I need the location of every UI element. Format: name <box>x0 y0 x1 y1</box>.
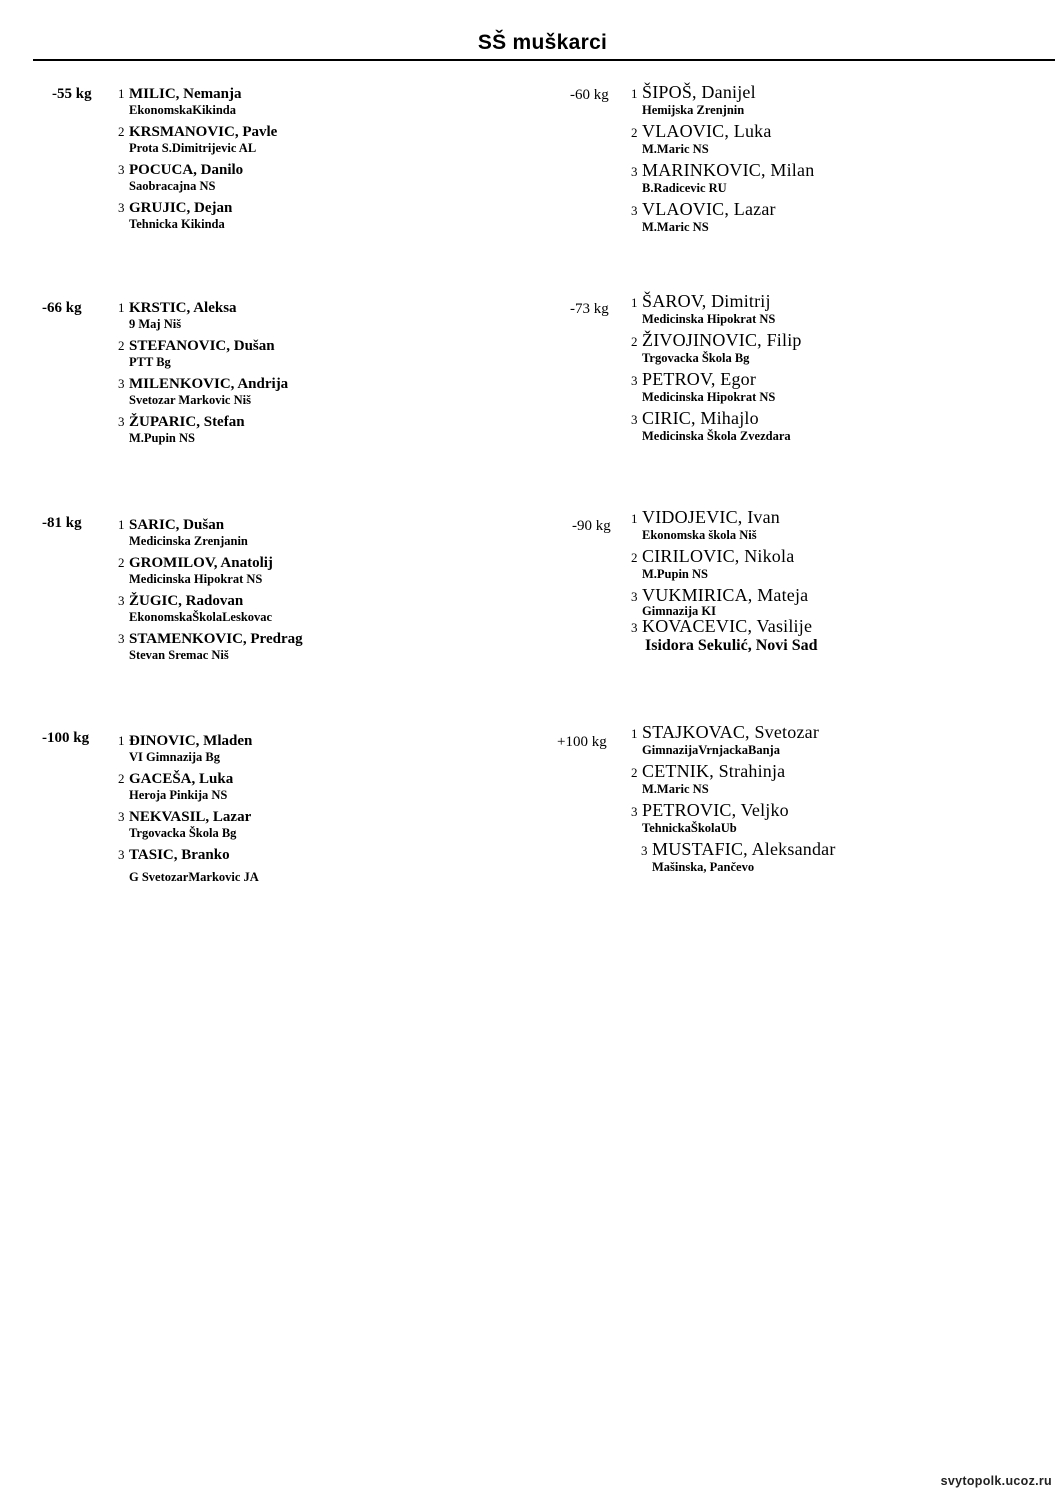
place: 1 <box>631 86 638 101</box>
place: 2 <box>631 125 638 140</box>
result-entry <box>118 413 288 446</box>
club: M.Pupin NS <box>642 567 708 581</box>
athlete-name: STEFANOVIC, Dušan <box>129 338 275 354</box>
weight-label: -73 kg <box>570 301 609 317</box>
athlete-name: ŽUGIC, Radovan <box>129 593 244 609</box>
club: Medicinska Zrenjanin <box>129 534 248 548</box>
place: 3 <box>118 847 125 862</box>
athlete-name: ŽIVOJINOVIC, Filip <box>642 330 802 350</box>
title-rule <box>33 59 1055 61</box>
result-entry <box>118 161 277 194</box>
weight-label: +100 kg <box>557 734 607 750</box>
result-entry <box>118 123 277 156</box>
place: 2 <box>631 765 638 780</box>
result-entry <box>118 846 259 885</box>
club: Medicinska Hipokrat NS <box>642 390 776 404</box>
result-entry <box>118 375 288 408</box>
result-entry <box>631 409 802 444</box>
result-entry <box>118 199 277 232</box>
club: EkonomskaKikinda <box>129 103 236 117</box>
athlete-name: POCUCA, Danilo <box>129 162 244 178</box>
athlete-name: GACEŠA, Luka <box>129 771 234 787</box>
place: 3 <box>118 376 125 391</box>
club: PTT Bg <box>129 355 171 369</box>
place: 1 <box>118 517 125 532</box>
place: 3 <box>631 589 638 604</box>
weight-label: -60 kg <box>570 87 609 103</box>
athlete-name: PETROVIC, Veljko <box>642 800 789 820</box>
athlete-name: VLAOVIC, Lazar <box>642 199 776 219</box>
club: Trgovacka Škola Bg <box>642 351 750 365</box>
athlete-name: KOVACEVIC, Vasilije <box>642 616 813 636</box>
athlete-name: CIRILOVIC, Nikola <box>642 546 795 566</box>
athlete-name: STAMENKOVIC, Predrag <box>129 631 303 647</box>
club: Heroja Pinkija NS <box>129 788 228 802</box>
result-entry <box>118 770 259 803</box>
club: Svetozar Markovic Niš <box>129 393 251 407</box>
athlete-name: VLAOVIC, Luka <box>642 121 772 141</box>
result-entry <box>118 85 277 118</box>
athlete-name: ŠAROV, Dimitrij <box>642 291 771 311</box>
result-entry <box>118 732 259 765</box>
watermark: svytopolk.ucoz.ru <box>940 1474 1052 1488</box>
result-entry <box>631 547 817 582</box>
place: 3 <box>118 631 125 646</box>
place: 1 <box>631 295 638 310</box>
club: Medicinska Hipokrat NS <box>129 572 263 586</box>
place: 3 <box>631 620 638 635</box>
result-entry <box>118 516 303 549</box>
result-entry <box>631 161 814 196</box>
club: EkonomskaŠkolaLeskovac <box>129 610 273 624</box>
club: M.Pupin NS <box>129 431 195 445</box>
place: 2 <box>118 124 125 139</box>
place: 2 <box>118 771 125 786</box>
result-entry <box>631 370 802 405</box>
weight-label: -90 kg <box>572 518 611 534</box>
place: 3 <box>631 373 638 388</box>
athlete-name: VIDOJEVIC, Ivan <box>642 507 780 527</box>
weight-label: -100 kg <box>42 730 90 746</box>
weight-label: -81 kg <box>42 515 82 531</box>
athlete-name: STAJKOVAC, Svetozar <box>642 722 820 742</box>
result-entry <box>631 762 826 797</box>
place: 1 <box>118 733 125 748</box>
result-entry <box>631 200 814 235</box>
athlete-name: KRSMANOVIC, Pavle <box>129 124 278 140</box>
place: 3 <box>631 804 638 819</box>
result-entry <box>641 840 836 875</box>
result-entry <box>118 592 303 625</box>
club: Hemijska Zrenjnin <box>642 103 745 117</box>
result-entry <box>118 554 303 587</box>
result-entry <box>631 122 814 157</box>
result-entry <box>631 617 817 655</box>
club: Isidora Sekulić, Novi Sad <box>645 637 818 654</box>
club: Ekonomska škola Niš <box>642 528 757 542</box>
club: Stevan Sremac Niš <box>129 648 229 662</box>
club: Trgovacka Škola Bg <box>129 826 237 840</box>
club: Tehnicka Kikinda <box>129 217 225 231</box>
result-entry <box>631 723 826 758</box>
result-entry <box>631 801 826 836</box>
place: 3 <box>118 593 125 608</box>
result-entry <box>631 331 802 366</box>
club: B.Radicevic RU <box>642 181 727 195</box>
page-title: SŠ muškarci <box>477 31 608 54</box>
place: 3 <box>631 164 638 179</box>
place: 3 <box>641 843 648 858</box>
athlete-name: MUSTAFIC, Aleksandar <box>652 839 836 859</box>
place: 3 <box>118 809 125 824</box>
athlete-name: SARIC, Dušan <box>129 517 225 533</box>
result-entry <box>118 630 303 663</box>
athlete-name: GRUJIC, Dejan <box>129 200 233 216</box>
result-entry <box>631 292 802 327</box>
club: Mašinska, Pančevo <box>652 860 755 874</box>
club: VI Gimnazija Bg <box>129 750 220 764</box>
athlete-name: ŠIPOŠ, Danijel <box>642 82 756 102</box>
club: 9 Maj Niš <box>129 317 182 331</box>
place: 1 <box>631 726 638 741</box>
place: 3 <box>118 414 125 429</box>
weight-label: -66 kg <box>42 300 82 316</box>
club: Prota S.Dimitrijevic AL <box>129 141 257 155</box>
place: 1 <box>118 86 125 101</box>
club: Gimnazija KI <box>642 604 716 618</box>
result-entry <box>118 808 259 841</box>
club: Medicinska Škola Zvezdara <box>642 429 791 443</box>
club: G SvetozarMarkovic JA <box>129 870 259 884</box>
place: 2 <box>118 338 125 353</box>
athlete-name: TASIC, Branko <box>129 847 230 863</box>
club: M.Maric NS <box>642 220 709 234</box>
weight-label: -55 kg <box>52 86 92 102</box>
athlete-name: PETROV, Egor <box>642 369 757 389</box>
club: GimnazijaVrnjackaBanja <box>642 743 780 757</box>
place: 2 <box>118 555 125 570</box>
result-entry <box>118 337 288 370</box>
athlete-name: KRSTIC, Aleksa <box>129 300 237 316</box>
athlete-name: MILENKOVIC, Andrija <box>129 376 289 392</box>
athlete-name: MARINKOVIC, Milan <box>642 160 815 180</box>
result-entry <box>631 83 814 118</box>
place: 2 <box>631 334 638 349</box>
athlete-name: VUKMIRICA, Mateja <box>642 585 809 605</box>
athlete-name: ŽUPARIC, Stefan <box>129 414 245 430</box>
club: Saobracajna NS <box>129 179 216 193</box>
place: 1 <box>631 511 638 526</box>
place: 3 <box>118 162 125 177</box>
club: M.Maric NS <box>642 142 709 156</box>
result-entry <box>631 586 817 617</box>
place: 3 <box>118 200 125 215</box>
athlete-name: CETNIK, Strahinja <box>642 761 786 781</box>
athlete-name: ĐINOVIC, Mladen <box>129 733 253 749</box>
result-entry <box>118 299 288 332</box>
place: 2 <box>631 550 638 565</box>
club: M.Maric NS <box>642 782 709 796</box>
club: Medicinska Hipokrat NS <box>642 312 776 326</box>
club: TehnickaŠkolaUb <box>642 821 737 835</box>
place: 3 <box>631 412 638 427</box>
place: 3 <box>631 203 638 218</box>
athlete-name: NEKVASIL, Lazar <box>129 809 252 825</box>
result-entry <box>631 508 817 543</box>
athlete-name: GROMILOV, Anatolij <box>129 555 273 571</box>
athlete-name: CIRIC, Mihajlo <box>642 408 759 428</box>
place: 1 <box>118 300 125 315</box>
athlete-name: MILIC, Nemanja <box>129 86 242 102</box>
